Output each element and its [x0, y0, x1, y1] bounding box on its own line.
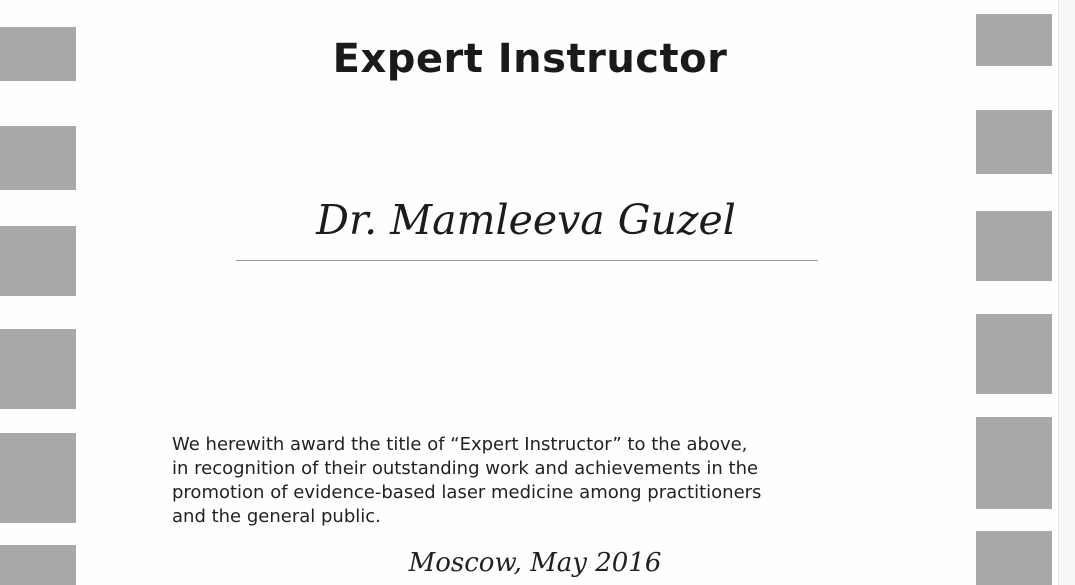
- film-block: [976, 110, 1052, 174]
- right-film-strip: [972, 0, 1052, 585]
- scan-edge: [1058, 0, 1075, 585]
- film-block: [976, 417, 1052, 509]
- film-block: [0, 126, 76, 190]
- award-statement-line: in recognition of their outstanding work and achievements in the: [172, 458, 759, 479]
- film-block: [0, 329, 76, 409]
- film-block: [0, 433, 76, 523]
- film-block: [976, 531, 1052, 585]
- film-block: [0, 545, 76, 585]
- film-block: [976, 314, 1052, 394]
- left-film-strip: [0, 0, 80, 585]
- film-block: [976, 14, 1052, 66]
- award-statement-line: promotion of evidence-based laser medicine among practitioners: [172, 482, 762, 503]
- film-block: [976, 211, 1052, 281]
- award-statement-line: We herewith award the title of “Expert Instructor” to the above,: [172, 434, 748, 455]
- certificate-title: Expert Instructor: [332, 36, 728, 82]
- award-statement: [172, 433, 902, 529]
- film-block: [0, 27, 76, 81]
- name-underline: [236, 260, 818, 261]
- recipient-name: Dr. Mamleeva Guzel: [316, 196, 736, 244]
- award-statement-line: and the general public.: [172, 506, 381, 527]
- place-and-date: Moscow, May 2016: [408, 548, 662, 578]
- film-block: [0, 226, 76, 296]
